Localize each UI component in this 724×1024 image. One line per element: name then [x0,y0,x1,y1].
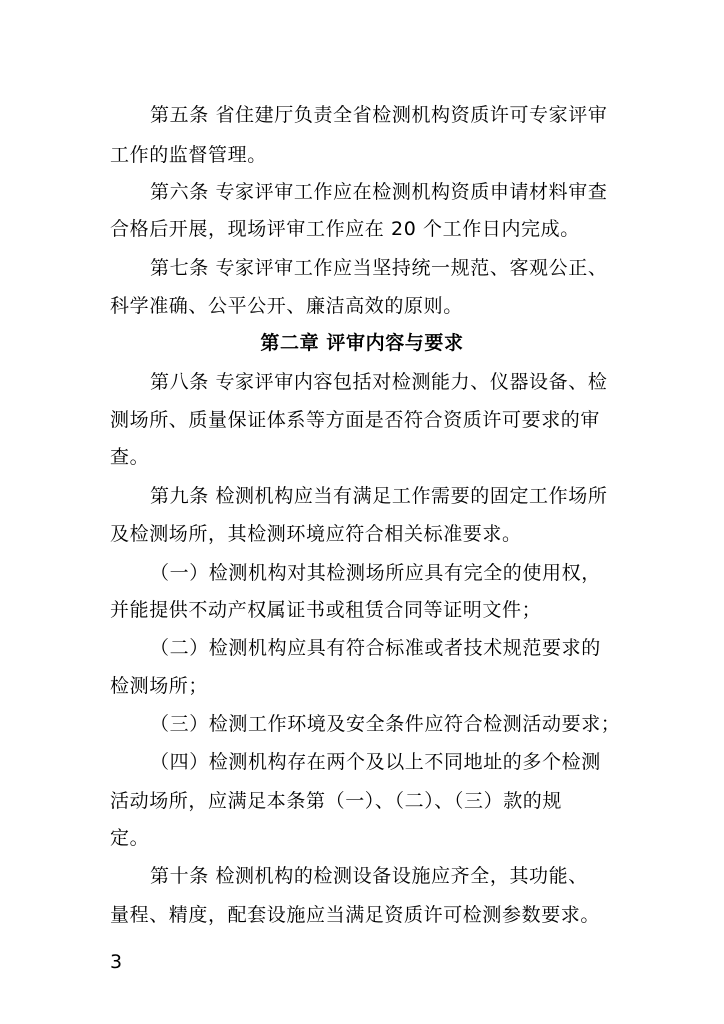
article-8-line-3: 查。 [110,446,150,468]
item-4-line-3: 定。 [110,827,150,849]
article-8-line-2: 测场所、质量保证体系等方面是否符合资质许可要求的审 [110,409,601,431]
item-4-line-2: 活动场所，应满足本条第（一）、（二）、（三）款的规 [110,790,563,812]
article-5-line-2: 工作的监督管理。 [110,144,267,166]
article-6-line-1: 第六条 专家评审工作应在检测机构资质申请材料审查 [150,181,608,203]
chapter-2-heading: 第二章 评审内容与要求 [260,332,464,354]
page-number: 3 [110,951,123,973]
item-2-line-1: （二）检测机构应具有符合标准或者技术规范要求的 [150,637,601,659]
article-10-line-1: 第十条 检测机构的检测设备设施应齐全，其功能、 [150,865,588,887]
article-5-line-1: 第五条 省住建厅负责全省检测机构资质许可专家评审 [150,104,608,126]
article-9-line-1: 第九条 检测机构应当有满足工作需要的固定工作场所 [150,485,608,507]
item-2-line-2: 检测场所； [110,675,209,697]
article-6-line-2: 合格后开展，现场评审工作应在 20 个工作日内完成。 [110,218,580,240]
item-1-line-1: （一）检测机构对其检测场所应具有完全的使用权， [150,562,601,584]
item-1-line-2: 并能提供不动产权属证书或租赁合同等证明文件； [110,599,542,621]
article-7-line-2: 科学准确、公平公开、廉洁高效的原则。 [110,295,463,317]
article-7-line-1: 第七条 专家评审工作应当坚持统一规范、客观公正、 [150,257,608,279]
article-10-line-2: 量程、精度，配套设施应当满足资质许可检测参数要求。 [110,904,601,926]
item-4-line-1: （四）检测机构存在两个及以上不同地址的多个检测 [150,751,601,773]
article-8-line-1: 第八条 专家评审内容包括对检测能力、仪器设备、检 [150,371,608,393]
article-9-line-2: 及检测场所，其检测环境应符合相关标准要求。 [110,523,522,545]
item-3-line-1: （三）检测工作环境及安全条件应符合检测活动要求； [150,713,621,735]
